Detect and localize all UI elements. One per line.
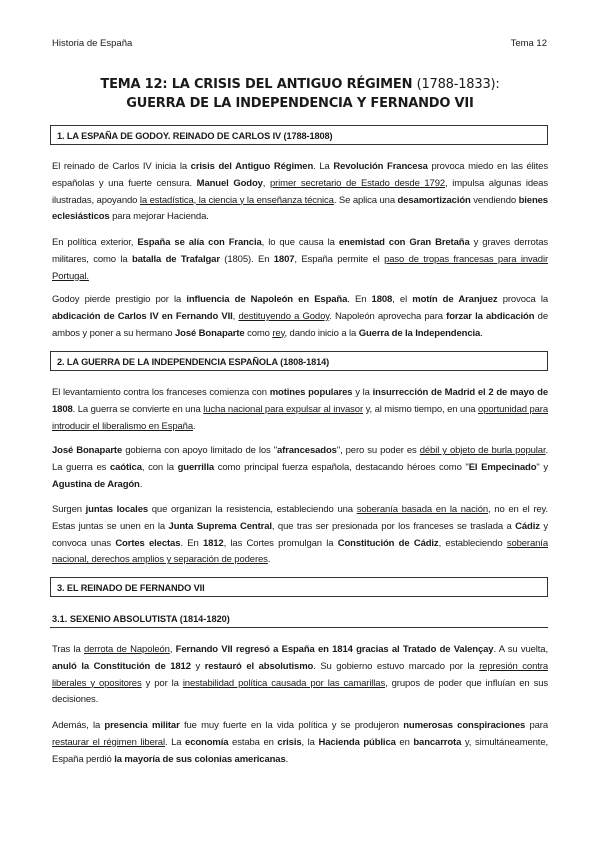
header-topic: Tema 12 (510, 38, 547, 49)
title-years: (1788-1833): (416, 77, 500, 92)
title-line1: TEMA 12: LA CRISIS DEL ANTIGUO RÉGIMEN (100, 77, 413, 92)
s1-paragraph-2: En política exterior, España se alía con Francia, lo que causa la enemistad con Gran Bretaña y graves derrotas militares, como la batalla de Trafalgar (1805). En 1807, España permite el paso de tropas francesas para invadir Portugal. (52, 237, 549, 282)
header-subject: Historia de España (52, 38, 133, 49)
s2-paragraph-2: José Bonaparte gobierna con apoyo limitado de los "afrancesados", pero su poder es débil y objeto de burla popular. La guerra es caótica, con la guerrilla como principal fuerza española, destacando héroes como "El Empecinado" y Agustina de Aragón. (52, 445, 549, 490)
s1-paragraph-1: El reinado de Carlos IV inicia la crisis del Antiguo Régimen. La Revolución Francesa provoca miedo en las élites españolas y una fuerte censura. Manuel Godoy, primer secretario de Estado desde 1792, impulsa algunas ideas ilustradas, apoyando la estadística, la ciencia y la enseñanza técnica. Se aplica una desamortización vendiendo bienes eclesiásticos para mejorar Hacienda. (52, 161, 548, 223)
s1-paragraph-3: Godoy pierde prestigio por la influencia de Napoleón en España. En 1808, el motín de Aranjuez provoca la abdicación de Carlos IV en Fernando VII, destituyendo a Godoy. Napoleón aprovecha para forzar la abdicación de ambos y poner a su hermano José Bonaparte como rey, dando inicio a la Guerra de la Independencia. (52, 294, 549, 339)
subsection-3-1-heading: 3.1. SEXENIO ABSOLUTISTA (1814-1820) (50, 611, 548, 628)
title-line2: GUERRA DE LA INDEPENDENCIA Y FERNANDO VII (126, 96, 474, 111)
s2-paragraph-3: Surgen juntas locales que organizan la resistencia, estableciendo una soberanía basada en la nación, no en el rey. Estas juntas se unen en la Junta Suprema Central, que tras ser presionada por los franceses se traslada a Cádiz y convoca unas Cortes electas. En 1812, las Cortes promulgan la Constitución de Cádiz, estableciendo soberanía nacional, derechos amplios y separación de poderes. (52, 504, 549, 566)
section-2-heading: 2. LA GUERRA DE LA INDEPENDENCIA ESPAÑOLA (1808-1814) (50, 351, 548, 371)
section-3-heading: 3. EL REINADO DE FERNANDO VII (50, 577, 548, 597)
s3-paragraph-1: Tras la derrota de Napoleón, Fernando VII regresó a España en 1814 gracias al Tratado de Valençay. A su vuelta, anuló la Constitución de 1812 y restauró el absolutismo. Su gobierno estuvo marcado por la represión contra liberales y opositores y por la inestabilidad política causada por las camarillas, grupos de poder que influían en sus decisiones. (52, 644, 548, 706)
s3-paragraph-2: Además, la presencia militar fue muy fuerte en la vida política y se produjeron numerosas conspiraciones para restaurar el régimen liberal. La economía estaba en crisis, la Hacienda pública en bancarrota y, simultáneamente, España perdió la mayoría de sus colonias americanas. (52, 720, 549, 765)
s2-paragraph-1: El levantamiento contra los franceses comienza con motines populares y la insurrección de Madrid el 2 de mayo de 1808. La guerra se convierte en una lucha nacional para expulsar al invasor y, al mismo tiempo, en una oportunidad para introducir el liberalismo en España. (52, 387, 549, 432)
page-title (40, 75, 560, 113)
section-1-heading: 1. LA ESPAÑA DE GODOY. REINADO DE CARLOS IV (1788-1808) (50, 125, 548, 145)
